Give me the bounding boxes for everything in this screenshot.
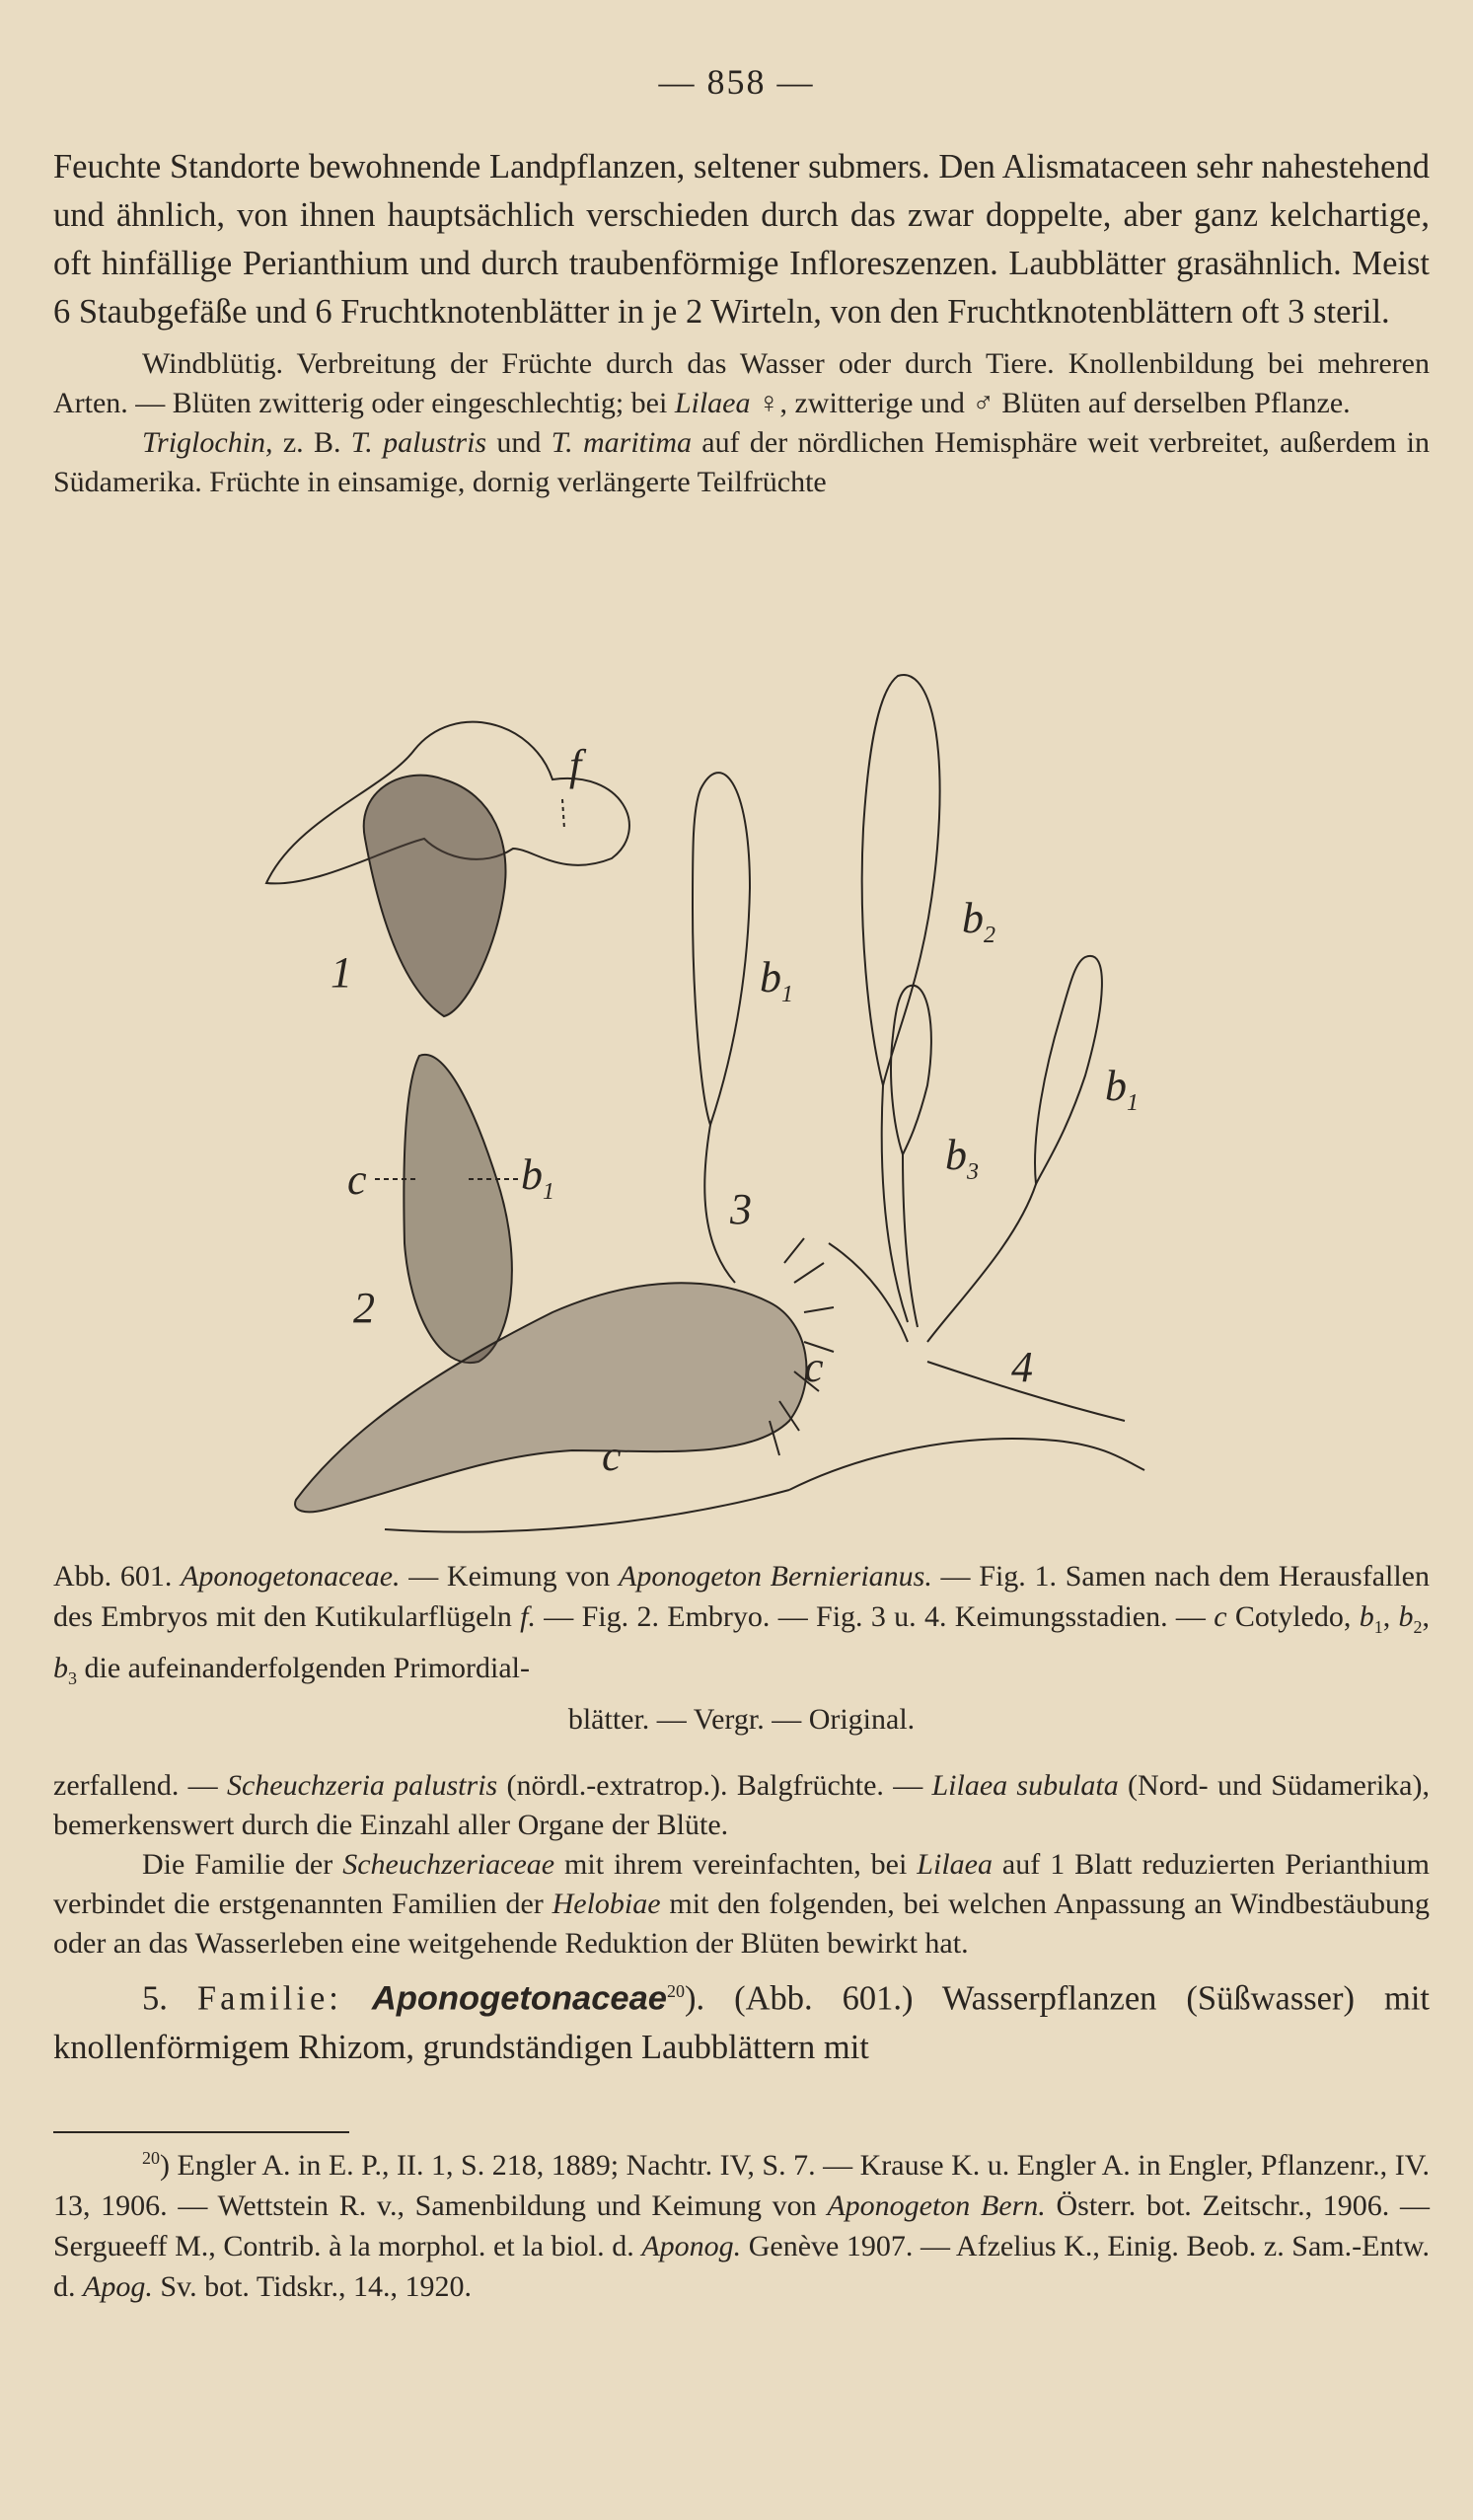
fig4-leaf-b1 [1035,956,1102,1184]
fig-label-f: f [569,741,582,789]
footnote-20: $^{20}$) Engler A. in E. P., II. 1, S. 218, 1889; Nachtr. IV, S. 7. — Krause K. u. Engler A. in Engler, Pflanzenr., IV. 13, 1906. — Wettstein R. v., Samenbildung und Keimung von Aponogeton Bern. Österr. bot. Zeitschr., 1906. — Sergueeff M., Contrib. à la morphol. et la biol. d. Aponog. Genève 1907. — Afzelius K., Einig. Beob. z. Sam.-Entw. d. Apog. Sv. bot. Tidskr., 14., 1920. [53,2148,1430,2303]
paragraph-triglochin: Triglochin, z. B. T. palustris und T. maritima auf der nördlichen Hemisphäre weit verbreitet, außerdem in Südamerika. Früchte in einsamige, dornig verlängerte Teilfrüchte [53,426,1431,498]
footnote-rule [53,2131,349,2133]
figure-caption: Abb. 601. Aponogetonaceae. — Keimung von Aponogeton Bernierianus. — Fig. 1. Samen nach dem Herausfallen des Embryos mit den Kutikularflügeln f. — Fig. 2. Embryo. — Fig. 3 u. 4. Keimungsstadien. — c Cotyledo, $b_1$, $b_2$, $b_3$ die aufeinanderfolgenden Primordial- blätter. — Vergr. — Original. [53,1560,1431,1736]
fig-label-b3: $b_3$ [945,1131,979,1185]
fig-label-b1-fig4: $b_1$ [1105,1062,1139,1116]
paragraph-aponogetonaceae: 5. Familie: Aponogetonaceae$^{20}$). (Abb. 601.) Wasserpflanzen (Süßwasser) mit knollenförmigem Rhizom, grundständigen Laubblättern mit [53,1979,1430,2066]
paragraph-scheuchzeria: zerfallend. — Scheuchzeria palustris (nördl.-extratrop.). Balgfrüchte. — Lilaea subulata (Nord- und Südamerika), bemerkenswert durch die Einzahl aller Organe der Blüte. [53,1769,1430,1841]
fig-label-c-fig3: c [602,1432,622,1480]
fig4-cotyledon [829,1243,908,1342]
fig-label-2: 2 [353,1284,375,1332]
fig4-leaf-b3 [891,986,931,1154]
fig-label-1: 1 [331,948,352,997]
figure-601-illustration [237,671,1243,1549]
fig-label-3: 3 [730,1185,752,1233]
fig-label-b1-fig2: $b_1$ [521,1150,554,1205]
fig-label-c-fig4: c [804,1343,824,1391]
fig1-seed-body [364,776,506,1016]
fig4-roots [789,1362,1144,1490]
fig-label-b1-fig3: $b_1$ [760,953,793,1007]
paragraph-scheuchzeriaceae-description: Feuchte Standorte bewohnende Landpflanzen, seltener submers. Den Alismataceen sehr nahestehend und ähnlich, von ihnen hauptsächlich verschieden durch das zwar doppelte, aber ganz kelchartige, oft hinfällige Perianthium und durch traubenförmige Infloreszenzen. Laubblätter grasähnlich. Meist 6 Staubgefäße und 6 Fruchtknotenblätter in je 2 Wirteln, von den Fruchtknotenblättern oft 3 steril. [53,148,1430,331]
fig4-leaf-b2 [862,675,940,1085]
fig-label-c-fig2: c [347,1155,367,1204]
bottom-text [53,1766,1430,2072]
fig3-root [385,1490,789,1532]
top-text [53,143,1430,502]
fig4-leaf-b1-stalk [927,1184,1036,1342]
page-number: — 858 — [658,62,815,102]
fig4-leaf-b3-stalk [903,1154,918,1327]
fig3-primordial-leaf [693,773,750,1125]
fig2-embryo [404,1055,512,1363]
fig-label-4: 4 [1011,1343,1033,1391]
paragraph-family-scheuchzeriaceae: Die Familie der Scheuchzeriaceae mit ihrem vereinfachten, bei Lilaea auf 1 Blatt reduzierten Perianthium verbindet die erstgenannten Familien der Helobiae mit den folgenden, bei welchen Anpassung an Windbestäubung oder an das Wasserleben eine weitgehende Reduktion der Blüten bewirkt hat. [53,1848,1431,1960]
fig-label-b2: $b_2$ [962,894,995,948]
paragraph-pollination: Windblütig. Verbreitung der Früchte durch das Wasser oder durch Tiere. Knollenbildung bei mehreren Arten. — Blüten zwitterig oder eingeschlechtig; bei Lilaea ♀, zwitterige und ♂ Blüten auf derselben Pflanze. [53,347,1430,419]
